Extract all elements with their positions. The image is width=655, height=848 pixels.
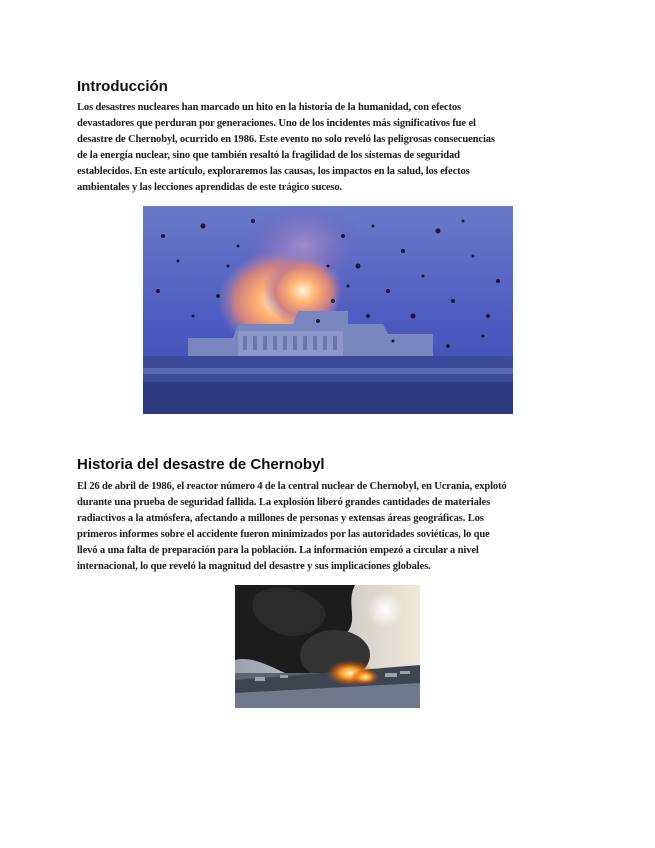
paragraph-line: de la energía nuclear, sino que también resaltó la fragilidad de los sistemas de seguridad: [77, 150, 460, 161]
paragraph-line: internacional, lo que reveló la magnitud del desastre y sus implicaciones globales.: [77, 561, 431, 572]
paragraph-introduccion: [77, 100, 495, 196]
paragraph-line: desastre de Chernobyl, ocurrido en 1986. Este evento no solo reveló las peligrosas consecuencias: [77, 134, 495, 145]
paragraph-line: devastadores que perduran por generaciones. Uno de los incidentes más significativos fue el: [77, 118, 476, 129]
paragraph-line: primeros informes sobre el accidente fueron minimizados por las autoridades soviéticas, lo que: [77, 529, 490, 540]
paragraph-line: durante una prueba de seguridad fallida. La explosión liberó grandes cantidades de materiales: [77, 497, 491, 508]
fire-smoke-photo: [235, 585, 420, 708]
paragraph-line: Los desastres nucleares han marcado un hito en la historia de la humanidad, con efectos: [77, 102, 461, 113]
paragraph-line: ambientales y las lecciones aprendidas de este trágico suceso.: [77, 182, 343, 193]
paragraph-historia: [77, 479, 507, 575]
paragraph-line: El 26 de abril de 1986, el reactor número 4 de la central nuclear de Chernobyl, en Ucrania, explotó: [77, 481, 507, 492]
paragraph-line: llevó a una falta de preparación para la población. La información empezó a circular a nivel: [77, 545, 479, 556]
paragraph-line: radiactivos a la atmósfera, afectando a millones de personas y extensas áreas geográficas. Los: [77, 513, 484, 524]
section-heading-introduccion: Introducción: [77, 78, 168, 95]
paragraph-line: establecidos. En este artículo, exploraremos las causas, los impactos en la salud, los efectos: [77, 166, 470, 177]
section-heading-historia: Historia del desastre de Chernobyl: [77, 456, 325, 473]
explosion-photo: [143, 206, 513, 414]
